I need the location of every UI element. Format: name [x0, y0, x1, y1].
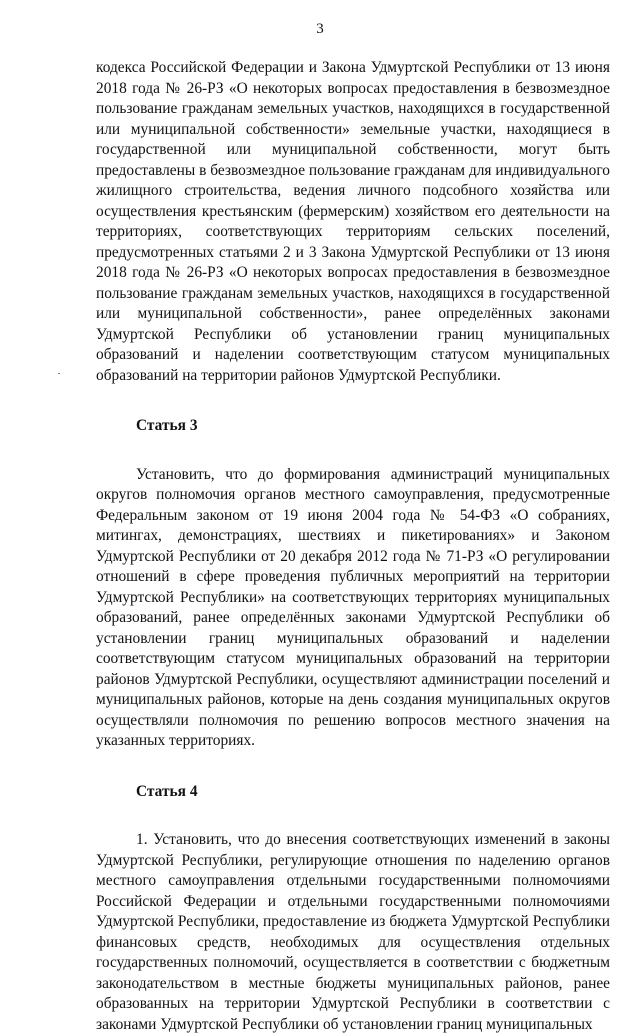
paragraph-continuation: кодекса Российской Федерации и Закона Удмуртской Республики от 13 июня 2018 года № 26-РЗ «О некоторых вопросах предоставления в безвозмездное пользование гражданам земельных участков, находящихся в государственной или муниципальной собственности» земельные участки, находящиеся в государственной или муниципальной собственности, могут быть предоставлены в безвозмездное пользование гражданам для индивидуального жилищного строительства, ведения личного подсобного хозяйства или осуществления крестьянским (фермерским) хозяйством его деятельности на территориях, соответствующих территориям сельских поселений, предусмотренных статьями 2 и 3 Закона Удмуртской Республики от 13 июня 2018 года № 26-РЗ «О некоторых вопросах предоставления в безвозмездное пользование гражданам земельных участков, находящихся в государственной или муниципальной собственности», ранее определённых законами Удмуртской Республики об установлении границ муниципальных образований и наделении соответствующим статусом муниципальных образований на территории районов Удмуртской Республики. — [96, 59, 610, 384]
article-3-paragraph: Установить, что до формирования администраций муниципальных округов полномочия органов местного самоуправления, предусмотренные Федеральным законом от 19 июня 2004 года № 54-ФЗ «О собраниях, митингах, демонстрациях, шествиях и пикетированиях» и Законом Удмуртской Республики от 20 декабря 2012 года № 71-РЗ «О регулировании отношений в сфере проведения публичных мероприятий на территории Удмуртской Республики» на соответствующих территориях муниципальных образований, ранее определённых законами Удмуртской Республики об установлении границ муниципальных образований и наделении соответствующим статусом муниципальных образований на территории районов Удмуртской Республики, осуществляют администрации поселений и муниципальных районов, которые на день создания муниципальных округов осуществляли полномочия по решению вопросов местного значения на указанных территориях. — [96, 465, 610, 749]
page-number: 3 — [316, 21, 324, 37]
scan-artifact-mark — [58, 373, 60, 374]
article-4-heading: Статья 4 — [136, 782, 198, 800]
article-3-heading: Статья 3 — [136, 417, 198, 434]
article-4-paragraph-1: 1. Установить, что до внесения соответствующих изменений в законы Удмуртской Республики, регулирующие отношения по наделению органов местного самоуправления отдельными государственными полномочиями Российской Федерации и отдельными государственными полномочиями Удмуртской Республики, предоставление из бюджета Удмуртской Республики финансовых средств, необходимых для осуществления отдельных государственных полномочий, осуществляется в соответствии с бюджетным законодательством в местные бюджеты муниципальных районов, ранее образованных на территории Удмуртской Республики в соответствии с законами Удмуртской Республики об установлении границ муниципальных — [96, 831, 610, 1033]
document-body — [96, 58, 610, 1035]
